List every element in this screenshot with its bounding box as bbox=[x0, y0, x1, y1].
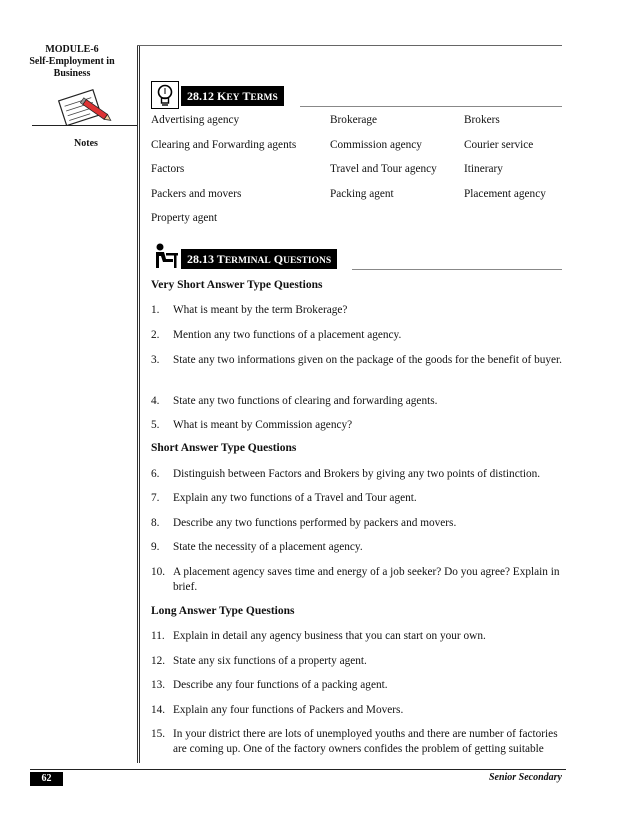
terminal-questions-heading: 28.13 TERMINAL QUESTIONS bbox=[181, 249, 337, 269]
key-term: Placement agency bbox=[464, 188, 546, 200]
module-title-line1: Self-Employment in bbox=[29, 56, 115, 67]
very-short-heading: Very Short Answer Type Questions bbox=[151, 279, 323, 291]
question-item: 10. A placement agency saves time and energy of a job seeker? Do you agree? Explain in brief. bbox=[151, 566, 560, 593]
key-term: Clearing and Forwarding agents bbox=[151, 139, 297, 151]
key-term: Brokerage bbox=[330, 114, 378, 126]
question-item: 6. Distinguish between Factors and Brokers by giving any two points of distinction. bbox=[151, 468, 541, 480]
key-terms-heading: 28.12 KEY TERMS bbox=[181, 86, 284, 106]
key-term: Factors bbox=[151, 163, 185, 175]
column-rule bbox=[137, 45, 140, 763]
person-at-desk-icon bbox=[151, 242, 179, 270]
question-item: 9. State the necessity of a placement agency. bbox=[151, 541, 363, 553]
footer-rule bbox=[30, 769, 566, 770]
page-number: 62 bbox=[30, 772, 63, 786]
key-term: Commission agency bbox=[330, 139, 422, 151]
question-item: 15. In your district there are lots of unemployed youths and there are number of factories are coming up. One of the factory owners confides the problem of getting suitable bbox=[151, 728, 558, 755]
question-item: 3. State any two informations given on the package of the goods for the benefit of buyer. bbox=[151, 354, 563, 366]
question-item: 4. State any two functions of clearing and forwarding agents. bbox=[151, 395, 438, 407]
key-term: Property agent bbox=[151, 212, 218, 224]
question-item: 2. Mention any two functions of a placement agency. bbox=[151, 329, 402, 341]
key-terms-number: 28.12 bbox=[187, 89, 214, 103]
notes-label: Notes bbox=[74, 138, 98, 149]
module-number: MODULE-6 bbox=[45, 44, 99, 55]
series-name: Senior Secondary bbox=[488, 772, 562, 783]
question-item: 1. What is meant by the term Brokerage? bbox=[151, 304, 348, 316]
key-term: Advertising agency bbox=[151, 114, 240, 126]
question-item: 8. Describe any two functions performed by packers and movers. bbox=[151, 517, 457, 529]
lightbulb-icon bbox=[151, 81, 179, 109]
question-item: 11. Explain in detail any agency business that you can start on your own. bbox=[151, 630, 486, 642]
top-rule bbox=[137, 45, 562, 46]
question-item: 13. Describe any four functions of a packing agent. bbox=[151, 679, 388, 691]
key-term: Travel and Tour agency bbox=[330, 163, 437, 175]
long-heading: Long Answer Type Questions bbox=[151, 605, 295, 617]
key-term: Packing agent bbox=[330, 188, 394, 200]
terminal-questions-number: 28.13 bbox=[187, 252, 214, 266]
notepad-pencil-icon bbox=[52, 86, 114, 126]
question-item: 7. Explain any two functions of a Travel and Tour agent. bbox=[151, 492, 417, 504]
question-item: 12. State any six functions of a property agent. bbox=[151, 655, 367, 667]
module-label bbox=[22, 44, 122, 80]
key-term: Brokers bbox=[464, 114, 500, 126]
key-term: Itinerary bbox=[464, 163, 503, 175]
module-title-line2: Business bbox=[53, 68, 91, 79]
question-item: 14. Explain any four functions of Packers and Movers. bbox=[151, 704, 404, 716]
key-term: Packers and movers bbox=[151, 188, 242, 200]
terminal-questions-rule bbox=[352, 269, 562, 270]
key-terms-rule bbox=[300, 106, 562, 107]
key-term: Courier service bbox=[464, 139, 534, 151]
margin-divider bbox=[32, 125, 137, 126]
short-heading: Short Answer Type Questions bbox=[151, 442, 297, 454]
question-item: 5. What is meant by Commission agency? bbox=[151, 419, 353, 431]
